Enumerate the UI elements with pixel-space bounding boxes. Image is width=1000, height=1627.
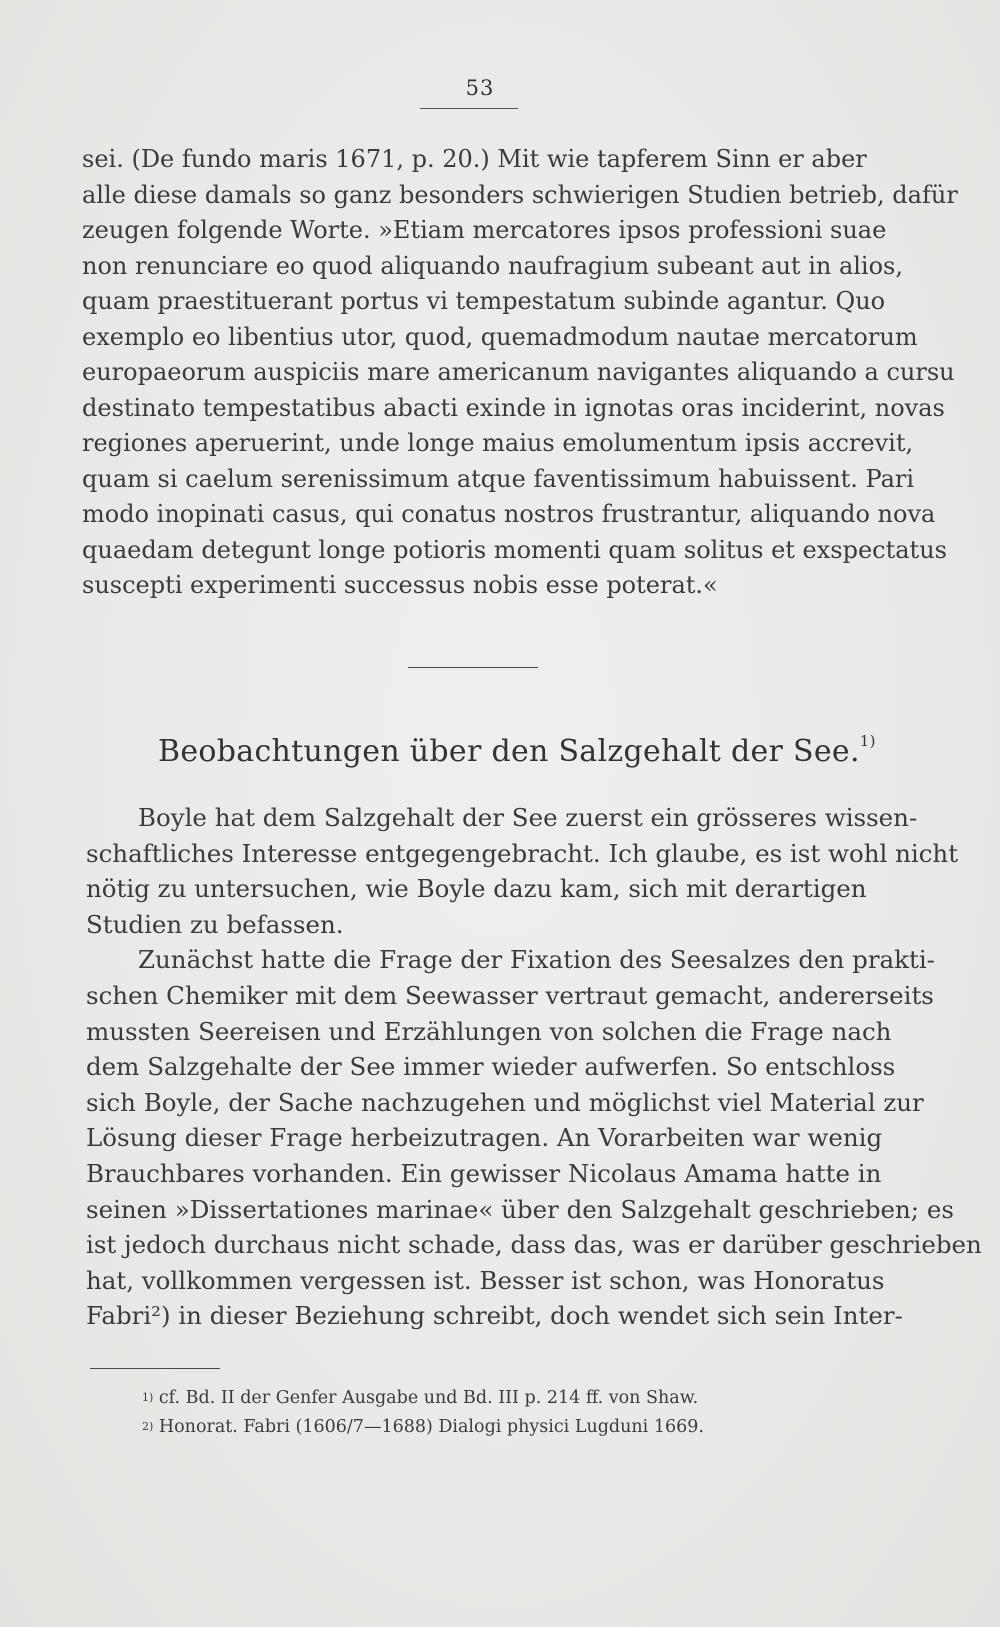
text-line: destinato tempestatibus abacti exinde in ignotas oras inciderint, novas [82, 393, 945, 422]
text-line: Boyle hat dem Salzgehalt der See zuerst ein grösseres wissen- [138, 803, 918, 832]
text-line: sich Boyle, der Sache nachzugehen und möglichst viel Material zur [86, 1087, 924, 1117]
footnote-mark: 1) [142, 1391, 154, 1404]
section-heading [158, 732, 876, 769]
text-line: mussten Seereisen und Erzählungen von solchen die Frage nach [86, 1016, 892, 1046]
text-line: Studien zu befassen. [86, 909, 344, 939]
text-line: schaftliches Interesse entgegengebracht. Ich glaube, es ist wohl nicht [86, 838, 959, 868]
text-line: hat, vollkommen vergessen ist. Besser ist schon, was Honoratus [86, 1265, 885, 1295]
section-divider [408, 667, 538, 668]
text-line: sei. (De fundo maris 1671, p. 20.) Mit wie tapferem Sinn er aber [82, 145, 867, 173]
footnote-text: cf. Bd. II der Genfer Ausgabe und Bd. III p. 214 ff. von Shaw. [158, 1388, 699, 1408]
text-line: quam praestituerant portus vi tempestatum subinde agantur. Quo [82, 287, 886, 315]
footnote-mark: 2) [142, 1420, 154, 1433]
text-line: ist jedoch durchaus nicht schade, dass das, was er darüber geschrieben [86, 1230, 982, 1260]
text-line: schen Chemiker mit dem Seewasser vertraut gemacht, andererseits [86, 980, 934, 1010]
text-line: europaeorum auspiciis mare americanum navigantes aliquando a cursu [82, 358, 955, 386]
footnote [142, 1384, 822, 1413]
section-heading-text: Beobachtungen über den Salzgehalt der See. [158, 734, 860, 769]
footnote-ref: 1) [859, 732, 876, 750]
page-number-rule [420, 108, 518, 109]
text-line: quaedam detegunt longe potioris momenti quam solitus et exspectatus [82, 535, 947, 564]
text-line: Fabri²) in dieser Beziehung schreibt, doch wendet sich sein Inter- [86, 1301, 903, 1331]
text-line: zeugen folgende Worte. »Etiam mercatores ipsos professioni suae [82, 216, 887, 244]
footnote-divider [90, 1368, 220, 1369]
text-line: regiones aperuerint, unde longe maius emolumentum ipsis accrevit, [82, 429, 914, 457]
latin-quote-passage [82, 142, 958, 604]
footnotes [142, 1384, 822, 1442]
text-line: alle diese damals so ganz besonders schwierigen Studien betrieb, dafür [82, 180, 958, 209]
text-line: quam si caelum serenissimum atque faventissimum habuissent. Pari [82, 464, 915, 493]
section-body [86, 800, 982, 1334]
page-number: 53 [465, 76, 495, 100]
text-line: Zunächst hatte die Frage der Fixation des Seesalzes den prakti- [138, 945, 935, 975]
text-line: Lösung dieser Frage herbeizutragen. An Vorarbeiten war wenig [86, 1123, 883, 1153]
text-line: nötig zu untersuchen, wie Boyle dazu kam, sich mit derartigen [86, 874, 867, 904]
text-line: non renunciare eo quod aliquando naufragium subeant aut in alios, [82, 251, 904, 280]
text-line: Brauchbares vorhanden. Ein gewisser Nicolaus Amama hatte in [86, 1158, 882, 1188]
text-line: modo inopinati casus, qui conatus nostros frustrantur, aliquando nova [82, 500, 936, 528]
footnote [142, 1413, 822, 1442]
text-line: seinen »Dissertationes marinae« über den Salzgehalt geschrieben; es [86, 1194, 954, 1224]
text-line: suscepti experimenti successus nobis esse poterat.« [82, 571, 718, 599]
text-line: exemplo eo libentius utor, quod, quemadmodum nautae mercatorum [82, 322, 918, 351]
footnote-text: Honorat. Fabri (1606/7—1688) Dialogi physici Lugduni 1669. [158, 1417, 704, 1437]
text-line: dem Salzgehalte der See immer wieder aufwerfen. So entschloss [86, 1052, 896, 1082]
